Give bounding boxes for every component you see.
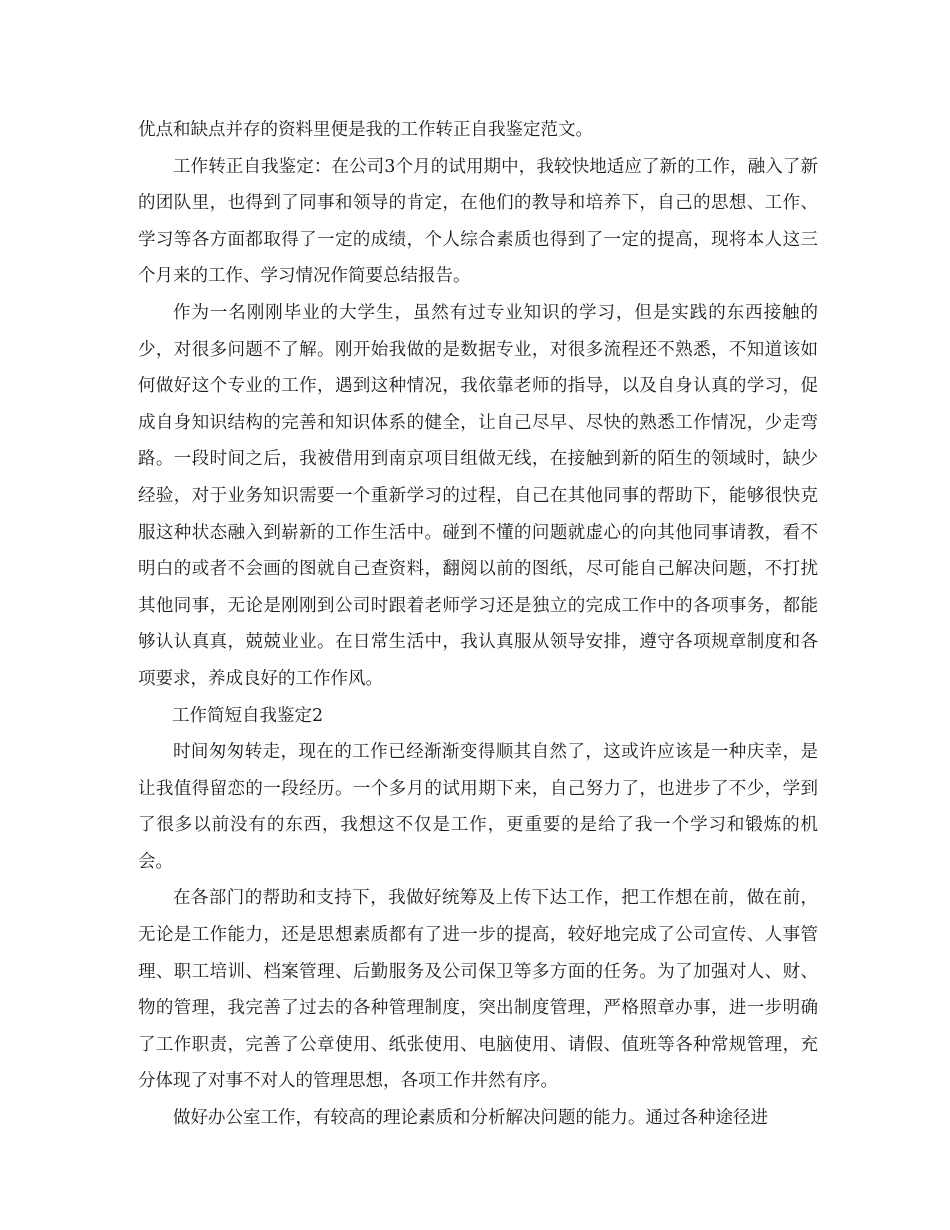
paragraph-intro: 优点和缺点并存的资料里便是我的工作转正自我鉴定范文。 <box>138 120 593 140</box>
paragraph-probation-summary: 时间匆匆转走，现在的工作已经渐渐变得顺其自然了，这或许应该是一种庆幸，是让我值得留恋的一段经历。一个多月的试用期下来，自己努力了，也进步了不少，学到了很多以前没有的东西，我想这不仅是工作，更重要的是给了我一个学习和锻炼的机会。 <box>138 742 818 872</box>
paragraph-office-work: 做好办公室工作，有较高的理论素质和分析解决问题的能力。通过各种途径进 <box>173 1108 768 1129</box>
paragraph-self-assessment: 工作转正自我鉴定：在公司3个月的试用期中，我较快地适应了新的工作，融入了新的团队里，也得到了同事和领导的肯定，在他们的教导和培养下，自己的思想、工作、学习等各方面都取得了一定的成绩，个人综合素质也得到了一定的提高，现将本人这三个月来的工作、学习情况作简要总结报告。 <box>138 156 818 287</box>
section-heading: 工作简短自我鉴定2 <box>172 705 324 726</box>
paragraph-department-support: 在各部门的帮助和支持下，我做好统筹及上传下达工作，把工作想在前，做在前，无论是工作能力，还是思想素质都有了进一步的提高，较好地完成了公司宣传、人事管理、职工培训、档案管理、后勤服务及公司保卫等多方面的任务。为了加强对人、财、物的管理，我完善了过去的各种管理制度，突出制度管理，严格照章办事，进一步明确了工作职责，完善了公章使用、纸张使用、电脑使用、请假、值班等各种常规管理，充分体现了对事不对人的管理思想，各项工作井然有序。 <box>138 888 818 1092</box>
document-body <box>138 112 818 1137</box>
paragraph-graduate-experience: 作为一名刚刚毕业的大学生，虽然有过专业知识的学习，但是实践的东西接触的少，对很多问题不了解。刚开始我做的是数据专业，对很多流程还不熟悉，不知道该如何做好这个专业的工作，遇到这种情况，我依靠老师的指导，以及自身认真的学习，促成自身知识结构的完善和知识体系的健全，让自己尽早、尽快的熟悉工作情况，少走弯路。一段时间之后，我被借用到南京项目组做无线，在接触到新的陌生的领域时，缺少经验，对于业务知识需要一个重新学习的过程，自己在其他同事的帮助下，能够很快克服这种状态融入到崭新的工作生活中。碰到不懂的问题就虚心的向其他同事请教，看不明白的或者不会画的图就自己查资料，翻阅以前的图纸，尽可能自己解决问题，不打扰其他同事，无论是刚刚到公司时跟着老师学习还是独立的完成工作中的各项事务，都能够认认真真，兢兢业业。在日常生活中，我认真服从领导安排，遵守各项规章制度和各项要求，养成良好的工作作风。 <box>138 302 818 689</box>
